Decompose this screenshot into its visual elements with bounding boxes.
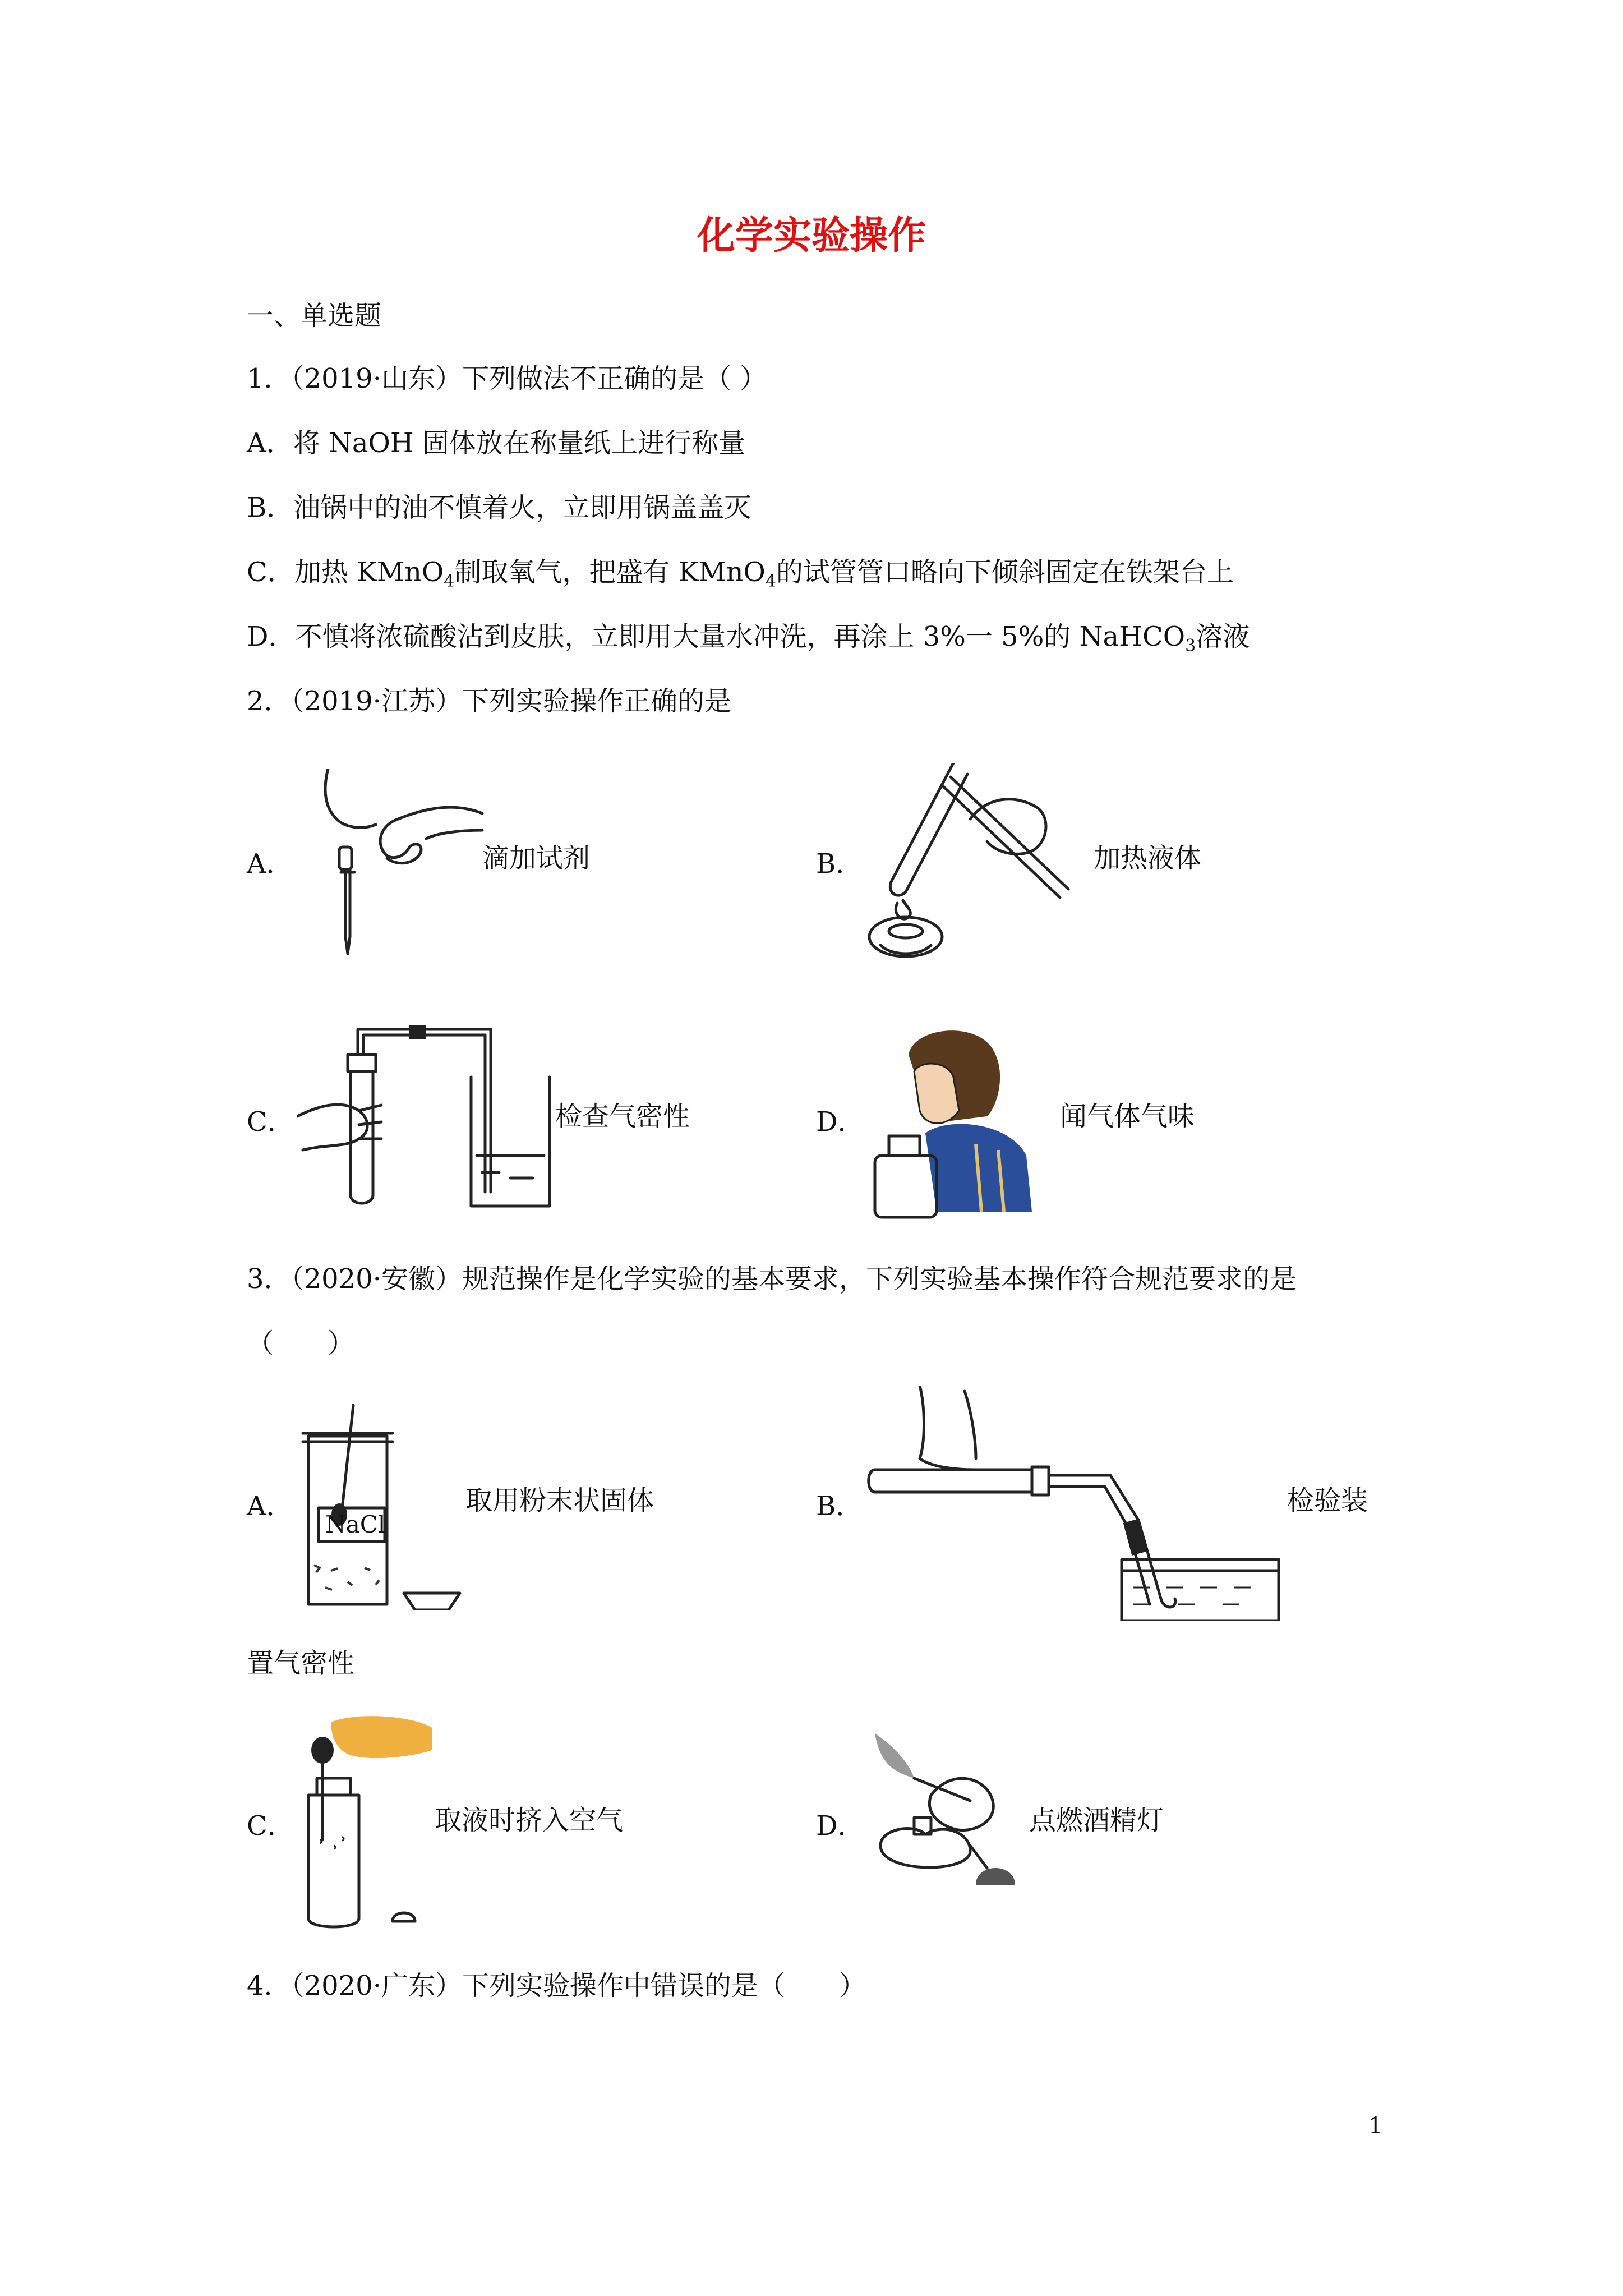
alcohol-lamp-figure [858, 1733, 1038, 1896]
q1-option-d-post: 溶液 [1196, 621, 1250, 652]
page-title: 化学实验操作 [697, 213, 926, 258]
q3-d-letter: D． [816, 1810, 865, 1842]
q2-b-label: 加热液体 [1094, 843, 1202, 874]
q1-option-b: B．油锅中的油不慎着火，立即用锅盖盖灭 [247, 492, 751, 523]
q3-b-label-1: 检验装 [1287, 1485, 1368, 1516]
subscript-4: 4 [444, 572, 455, 591]
airtightness-bath-figure [864, 1386, 1290, 1621]
q3-d-label: 点燃酒精灯 [1029, 1805, 1164, 1836]
q3-stem-line2: （ ） [247, 1328, 355, 1359]
q3-c-letter: C． [247, 1810, 294, 1842]
q1-stem: 1．（2019·山东）下列做法不正确的是（ ） [247, 363, 767, 394]
nacl-label: NaCl [325, 1511, 386, 1538]
q3-a-letter: A． [247, 1490, 293, 1522]
dropper-bottle-figure [286, 1711, 437, 1935]
q1-option-a: A．将 NaOH 固体放在称量纸上进行称量 [247, 427, 746, 459]
subscript-4: 4 [765, 572, 776, 591]
q1-option-c-post: 的试管管口略向下倾斜固定在铁架台上 [776, 556, 1234, 588]
q2-a-letter: A． [247, 848, 293, 880]
smell-gas-figure [864, 1027, 1032, 1223]
q1-option-c-mid: 制取氧气，把盛有 KMnO [454, 556, 766, 588]
airtightness-check-figure [297, 1021, 555, 1212]
q4-stem: 4．（2020·广东）下列实验操作中错误的是（ ） [247, 1970, 866, 2001]
q3-c-label: 取液时挤入空气 [435, 1805, 624, 1836]
section-heading: 一、单选题 [247, 300, 382, 332]
q2-d-letter: D． [816, 1106, 865, 1138]
q1-option-d-pre: D．不慎将浓硫酸沾到皮肤，立即用大量水冲洗，再涂上 3%一 5%的 NaHCO [247, 621, 1186, 652]
q3-b-letter: B． [816, 1490, 863, 1522]
subscript-3: 3 [1185, 636, 1196, 656]
powder-reagent-figure [292, 1402, 471, 1610]
page-number: 1 [1368, 2113, 1383, 2139]
q3-a-label: 取用粉末状固体 [465, 1485, 654, 1516]
q3-stem-line1: 3．（2020·安徽）规范操作是化学实验的基本要求，下列实验基本操作符合规范要求的是 [247, 1263, 1297, 1295]
test-tube-heating-figure [858, 763, 1071, 970]
dropper-figure [314, 769, 494, 959]
q2-b-letter: B． [816, 848, 863, 880]
q1-option-c-pre: C．加热 KMnO [247, 556, 444, 588]
q2-stem: 2．（2019·江苏）下列实验操作正确的是 [247, 685, 731, 717]
q2-c-letter: C． [247, 1106, 294, 1138]
q2-a-label: 滴加试剂 [482, 843, 591, 874]
q2-c-label: 检查气密性 [555, 1101, 690, 1132]
q3-b-label-2: 置气密性 [247, 1648, 355, 1679]
q1-option-d [247, 620, 1249, 654]
q1-option-c [247, 555, 1234, 589]
q2-d-label: 闻气体气味 [1060, 1101, 1195, 1132]
